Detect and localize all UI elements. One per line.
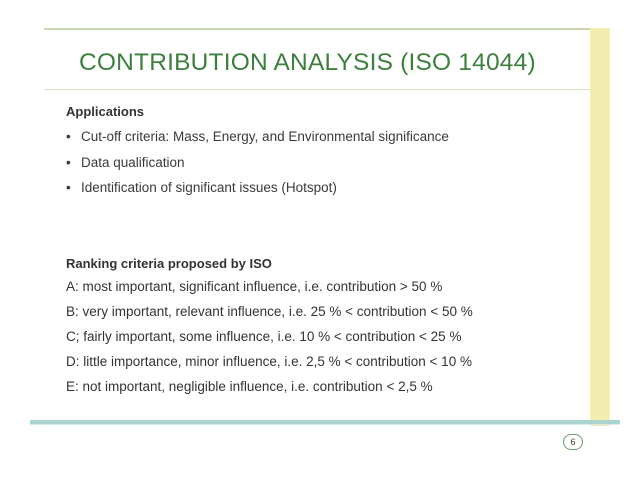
list-item — [66, 129, 449, 155]
ranking-heading: Ranking criteria proposed by ISO — [66, 256, 272, 271]
list-item-text: Identification of significant issues (Hotspot) — [81, 180, 337, 195]
slide-title: CONTRIBUTION ANALYSIS (ISO 14044) — [79, 49, 536, 76]
list-item: C; fairly important, some influence, i.e. 10 % < contribution < 25 % — [66, 329, 462, 344]
title-divider — [44, 89, 590, 90]
ranking-list — [66, 279, 473, 404]
right-decorative-bar — [590, 28, 610, 426]
list-item: D: little importance, minor influence, i.e. 2,5 % < contribution < 10 % — [66, 354, 472, 369]
list-item: E: not important, negligible influence, i.e. contribution < 2,5 % — [66, 379, 433, 394]
list-item-text: Data qualification — [81, 154, 185, 170]
page-number-badge: 6 — [563, 434, 583, 450]
bullet-icon: • — [66, 154, 71, 170]
top-decorative-bar — [44, 28, 610, 30]
list-item: A: most important, significant influence, i.e. contribution > 50 % — [66, 279, 443, 294]
bullet-icon: • — [66, 129, 71, 144]
list-item-text: Cut-off criteria: Mass, Energy, and Environmental significance — [81, 129, 449, 144]
list-item: B: very important, relevant influence, i.e. 25 % < contribution < 50 % — [66, 304, 473, 319]
bullet-icon: • — [66, 180, 71, 195]
bottom-decorative-line — [30, 424, 620, 425]
applications-list — [66, 129, 449, 206]
list-item — [66, 180, 449, 206]
applications-heading: Applications — [66, 104, 145, 119]
list-item — [66, 155, 449, 181]
